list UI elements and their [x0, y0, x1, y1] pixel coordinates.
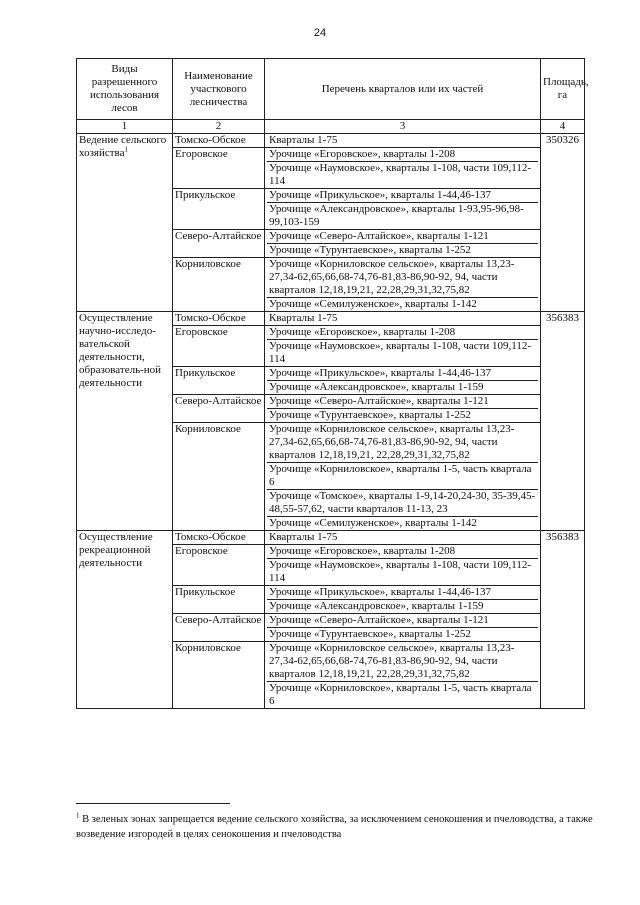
quarters-cell — [265, 230, 541, 258]
quarter-entry: Урочище «Северо-Алтайское», кварталы 1-121 — [267, 230, 538, 244]
page-number: 24 — [313, 27, 327, 39]
forestry-name: Егоровское — [173, 545, 265, 586]
table-row — [77, 134, 585, 148]
footnote-mark: 1 — [76, 811, 80, 820]
quarter-entry: Кварталы 1-75 — [269, 312, 338, 324]
quarter-entry: Урочище «Семилуженское», кварталы 1-142 — [269, 517, 477, 529]
quarters-cell — [265, 326, 541, 367]
footnote-text: В зеленых зонах запрещается ведение сельского хозяйства, за исключением сенокошения и пчеловодства, а также возведение изгородей в целях сенокошения и пчеловодства — [76, 814, 593, 840]
quarter-entry: Урочище «Северо-Алтайское», кварталы 1-121 — [267, 614, 538, 628]
footnote-ref: 1 — [124, 145, 128, 154]
use-type-cell — [77, 531, 173, 709]
quarter-entry: Кварталы 1-75 — [269, 531, 338, 543]
quarters-cell — [265, 134, 541, 148]
forestry-name: Прикульское — [173, 586, 265, 614]
header-area: Площадь, га — [541, 59, 585, 120]
use-type-label: Осуществление рекреационной деятельности — [79, 531, 153, 569]
forestry-name: Томско-Обское — [173, 134, 265, 148]
quarter-entry: Урочище «Наумовское», кварталы 1-108, части 109,112-114 — [269, 162, 532, 187]
column-number-row — [77, 120, 585, 134]
table-body — [77, 134, 585, 709]
quarter-entry: Урочище «Егоровское», кварталы 1-208 — [267, 326, 538, 340]
use-type-label: Осуществление научно-исследо-вательской деятельности, образователь-ной деятельности — [79, 312, 162, 389]
quarter-entry: Урочище «Томское», кварталы 1-9,14-20,24-30, 35-39,45-48,55-57,62, части кварталов 11-13, 23 — [267, 490, 538, 517]
column-number: 3 — [265, 120, 541, 134]
quarter-entry: Урочище «Турунтаевское», кварталы 1-252 — [269, 409, 471, 421]
quarter-entry: Кварталы 1-75 — [269, 134, 338, 146]
quarter-entry: Урочище «Александровское», кварталы 1-159 — [269, 381, 484, 393]
quarters-cell — [265, 614, 541, 642]
quarters-cell — [265, 189, 541, 230]
quarter-entry: Урочище «Семилуженское», кварталы 1-142 — [269, 298, 477, 310]
quarter-entry: Урочище «Егоровское», кварталы 1-208 — [267, 545, 538, 559]
forestry-name: Прикульское — [173, 189, 265, 230]
quarter-entry: Урочище «Александровское», кварталы 1-93,95-96,98-99,103-159 — [269, 203, 524, 228]
forestry-name: Северо-Алтайское — [173, 395, 265, 423]
table-row — [77, 312, 585, 326]
use-type-label: Ведение сельского хозяйства — [79, 134, 167, 159]
use-type-cell — [77, 312, 173, 531]
forest-use-table — [76, 58, 589, 709]
forestry-name: Северо-Алтайское — [173, 614, 265, 642]
forestry-name: Корниловское — [173, 423, 265, 531]
quarters-cell — [265, 531, 541, 545]
quarter-entry: Урочище «Корниловское», кварталы 1-5, часть квартала 6 — [269, 682, 532, 707]
quarter-entry: Урочище «Наумовское», кварталы 1-108, части 109,112-114 — [269, 340, 532, 365]
forestry-name: Корниловское — [173, 258, 265, 312]
quarter-entry: Урочище «Прикульское», кварталы 1-44,46-137 — [267, 189, 538, 203]
area-value: 350326 — [541, 134, 585, 312]
forestry-name: Томско-Обское — [173, 531, 265, 545]
quarter-entry: Урочище «Прикульское», кварталы 1-44,46-137 — [267, 367, 538, 381]
quarter-entry: Урочище «Корниловское сельское», кварталы 13,23-27,34-62,65,66,68-74,76-81,83-86,90-92, 94, части кварталов 12,18,19,21, 22,28,29,31,32,75,82 — [267, 423, 538, 463]
quarter-entry: Урочище «Александровское», кварталы 1-159 — [269, 600, 484, 612]
quarters-cell — [265, 367, 541, 395]
table-row — [77, 531, 585, 545]
quarter-entry: Урочище «Прикульское», кварталы 1-44,46-137 — [267, 586, 538, 600]
forestry-name: Корниловское — [173, 642, 265, 709]
quarter-entry: Урочище «Корниловское сельское», кварталы 13,23-27,34-62,65,66,68-74,76-81,83-86,90-92, 94, части кварталов 12,18,19,21, 22,28,29,31,32,75,82 — [267, 258, 538, 298]
quarter-entry: Урочище «Егоровское», кварталы 1-208 — [267, 148, 538, 162]
column-number: 1 — [77, 120, 173, 134]
quarters-cell — [265, 258, 541, 312]
header-forestry-name: Наименование участкового лесничества — [173, 59, 265, 120]
forestry-name: Томско-Обское — [173, 312, 265, 326]
quarter-entry: Урочище «Северо-Алтайское», кварталы 1-121 — [267, 395, 538, 409]
header-use-types: Виды разрешенного использования лесов — [77, 59, 173, 120]
quarter-entry: Урочище «Корниловское», кварталы 1-5, часть квартала 6 — [267, 463, 538, 490]
quarters-cell — [265, 586, 541, 614]
forestry-name: Северо-Алтайское — [173, 230, 265, 258]
column-number: 2 — [173, 120, 265, 134]
forestry-name: Егоровское — [173, 326, 265, 367]
column-number: 4 — [541, 120, 585, 134]
forestry-name: Прикульское — [173, 367, 265, 395]
footnote-divider — [76, 803, 230, 804]
forestry-name: Егоровское — [173, 148, 265, 189]
quarters-cell — [265, 395, 541, 423]
area-value: 356383 — [541, 531, 585, 709]
use-type-cell — [77, 134, 173, 312]
area-value: 356383 — [541, 312, 585, 531]
footnote — [76, 812, 596, 842]
quarters-cell — [265, 642, 541, 709]
quarter-entry: Урочище «Корниловское сельское», кварталы 13,23-27,34-62,65,66,68-74,76-81,83-86,90-92, 94, части кварталов 12,18,19,21, 22,28,29,31,32,75,82 — [267, 642, 538, 682]
quarters-cell — [265, 312, 541, 326]
quarter-entry: Урочище «Турунтаевское», кварталы 1-252 — [269, 628, 471, 640]
quarters-cell — [265, 148, 541, 189]
quarter-entry: Урочище «Турунтаевское», кварталы 1-252 — [269, 244, 471, 256]
header-quarters-list: Перечень кварталов или их частей — [265, 59, 541, 120]
quarter-entry: Урочище «Наумовское», кварталы 1-108, части 109,112-114 — [269, 559, 532, 584]
quarters-cell — [265, 545, 541, 586]
quarters-cell — [265, 423, 541, 531]
header-row — [77, 59, 585, 120]
